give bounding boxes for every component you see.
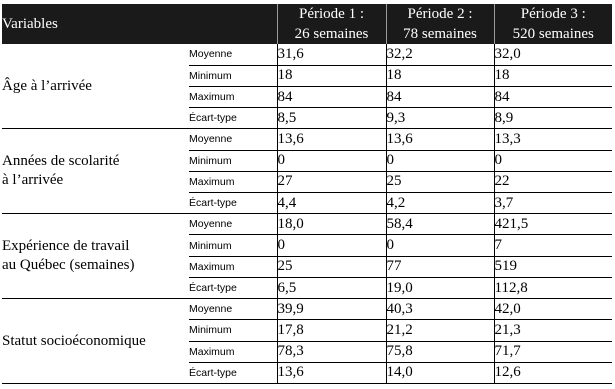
value-period-3: 71,7 — [494, 341, 612, 362]
value-period-2: 18 — [386, 65, 494, 86]
table-row — [2, 299, 612, 320]
value-period-1: 8,5 — [277, 108, 386, 129]
variable-label-line: Âge à l’arrivée — [2, 77, 92, 94]
value-period-2: 77 — [386, 256, 494, 277]
value-period-1: 18 — [277, 65, 386, 86]
value-period-3: 18 — [494, 65, 612, 86]
table-header — [2, 4, 612, 44]
value-period-2: 40,3 — [386, 299, 494, 320]
value-period-2: 19,0 — [386, 277, 494, 298]
value-period-2: 25 — [386, 171, 494, 192]
statistic-label: Moyenne — [189, 214, 277, 235]
header-period-1-duration: 26 semaines — [277, 24, 386, 44]
value-period-2: 0 — [386, 150, 494, 171]
statistic-label: Maximum — [189, 341, 277, 362]
value-period-1: 39,9 — [277, 299, 386, 320]
statistic-label: Écart-type — [189, 193, 277, 214]
header-period-2-title: Période 2 : — [386, 4, 494, 24]
value-period-1: 18,0 — [277, 214, 386, 235]
value-period-2: 0 — [386, 235, 494, 256]
value-period-1: 84 — [277, 86, 386, 107]
variable-label-line: Années de scolarité — [2, 153, 120, 170]
value-period-3: 112,8 — [494, 277, 612, 298]
value-period-1: 31,6 — [277, 44, 386, 65]
value-period-1: 17,8 — [277, 320, 386, 341]
value-period-1: 0 — [277, 235, 386, 256]
statistic-label: Minimum — [189, 65, 277, 86]
statistic-label: Maximum — [189, 86, 277, 107]
value-period-3: 13,3 — [494, 129, 612, 150]
value-period-1: 27 — [277, 171, 386, 192]
value-period-1: 13,6 — [277, 362, 386, 383]
value-period-3: 7 — [494, 235, 612, 256]
value-period-1: 0 — [277, 150, 386, 171]
table-row — [2, 44, 612, 65]
value-period-3: 84 — [494, 86, 612, 107]
statistic-label: Écart-type — [189, 277, 277, 298]
variable-label-line: au Québec (semaines) — [2, 257, 135, 274]
value-period-2: 58,4 — [386, 214, 494, 235]
statistic-label: Écart-type — [189, 362, 277, 383]
variable-label-line: Statut socioéconomique — [2, 332, 146, 349]
value-period-2: 9,3 — [386, 108, 494, 129]
value-period-3: 519 — [494, 256, 612, 277]
variable-label — [2, 44, 189, 129]
value-period-1: 78,3 — [277, 341, 386, 362]
value-period-2: 75,8 — [386, 341, 494, 362]
value-period-3: 421,5 — [494, 214, 612, 235]
value-period-1: 4,4 — [277, 193, 386, 214]
variable-label — [2, 129, 189, 214]
value-period-3: 8,9 — [494, 108, 612, 129]
value-period-1: 13,6 — [277, 129, 386, 150]
value-period-2: 84 — [386, 86, 494, 107]
statistic-label: Écart-type — [189, 108, 277, 129]
table-row — [2, 214, 612, 235]
value-period-3: 32,0 — [494, 44, 612, 65]
variable-label — [2, 299, 189, 384]
value-period-2: 4,2 — [386, 193, 494, 214]
statistic-label: Maximum — [189, 171, 277, 192]
value-period-2: 13,6 — [386, 129, 494, 150]
statistic-label: Maximum — [189, 256, 277, 277]
value-period-2: 21,2 — [386, 320, 494, 341]
value-period-3: 0 — [494, 150, 612, 171]
value-period-2: 32,2 — [386, 44, 494, 65]
statistic-label: Moyenne — [189, 299, 277, 320]
variable-label-line: Expérience de travail — [2, 238, 130, 255]
value-period-3: 3,7 — [494, 193, 612, 214]
statistic-label: Moyenne — [189, 44, 277, 65]
header-period-3-duration: 520 semaines — [494, 24, 612, 44]
statistic-label: Moyenne — [189, 129, 277, 150]
variable-label — [2, 214, 189, 299]
value-period-1: 25 — [277, 256, 386, 277]
value-period-3: 22 — [494, 171, 612, 192]
value-period-3: 12,6 — [494, 362, 612, 383]
value-period-3: 21,3 — [494, 320, 612, 341]
statistics-table — [2, 4, 612, 384]
statistic-label: Minimum — [189, 150, 277, 171]
table-body — [2, 44, 612, 384]
header-period-2-duration: 78 semaines — [386, 24, 494, 44]
table-row — [2, 129, 612, 150]
variable-label-line: à l’arrivée — [2, 172, 64, 189]
statistic-label: Minimum — [189, 235, 277, 256]
value-period-3: 42,0 — [494, 299, 612, 320]
value-period-1: 6,5 — [277, 277, 386, 298]
value-period-2: 14,0 — [386, 362, 494, 383]
header-variables: Variables — [2, 4, 277, 44]
header-period-1-title: Période 1 : — [277, 4, 386, 24]
header-period-3-title: Période 3 : — [494, 4, 612, 24]
statistic-label: Minimum — [189, 320, 277, 341]
